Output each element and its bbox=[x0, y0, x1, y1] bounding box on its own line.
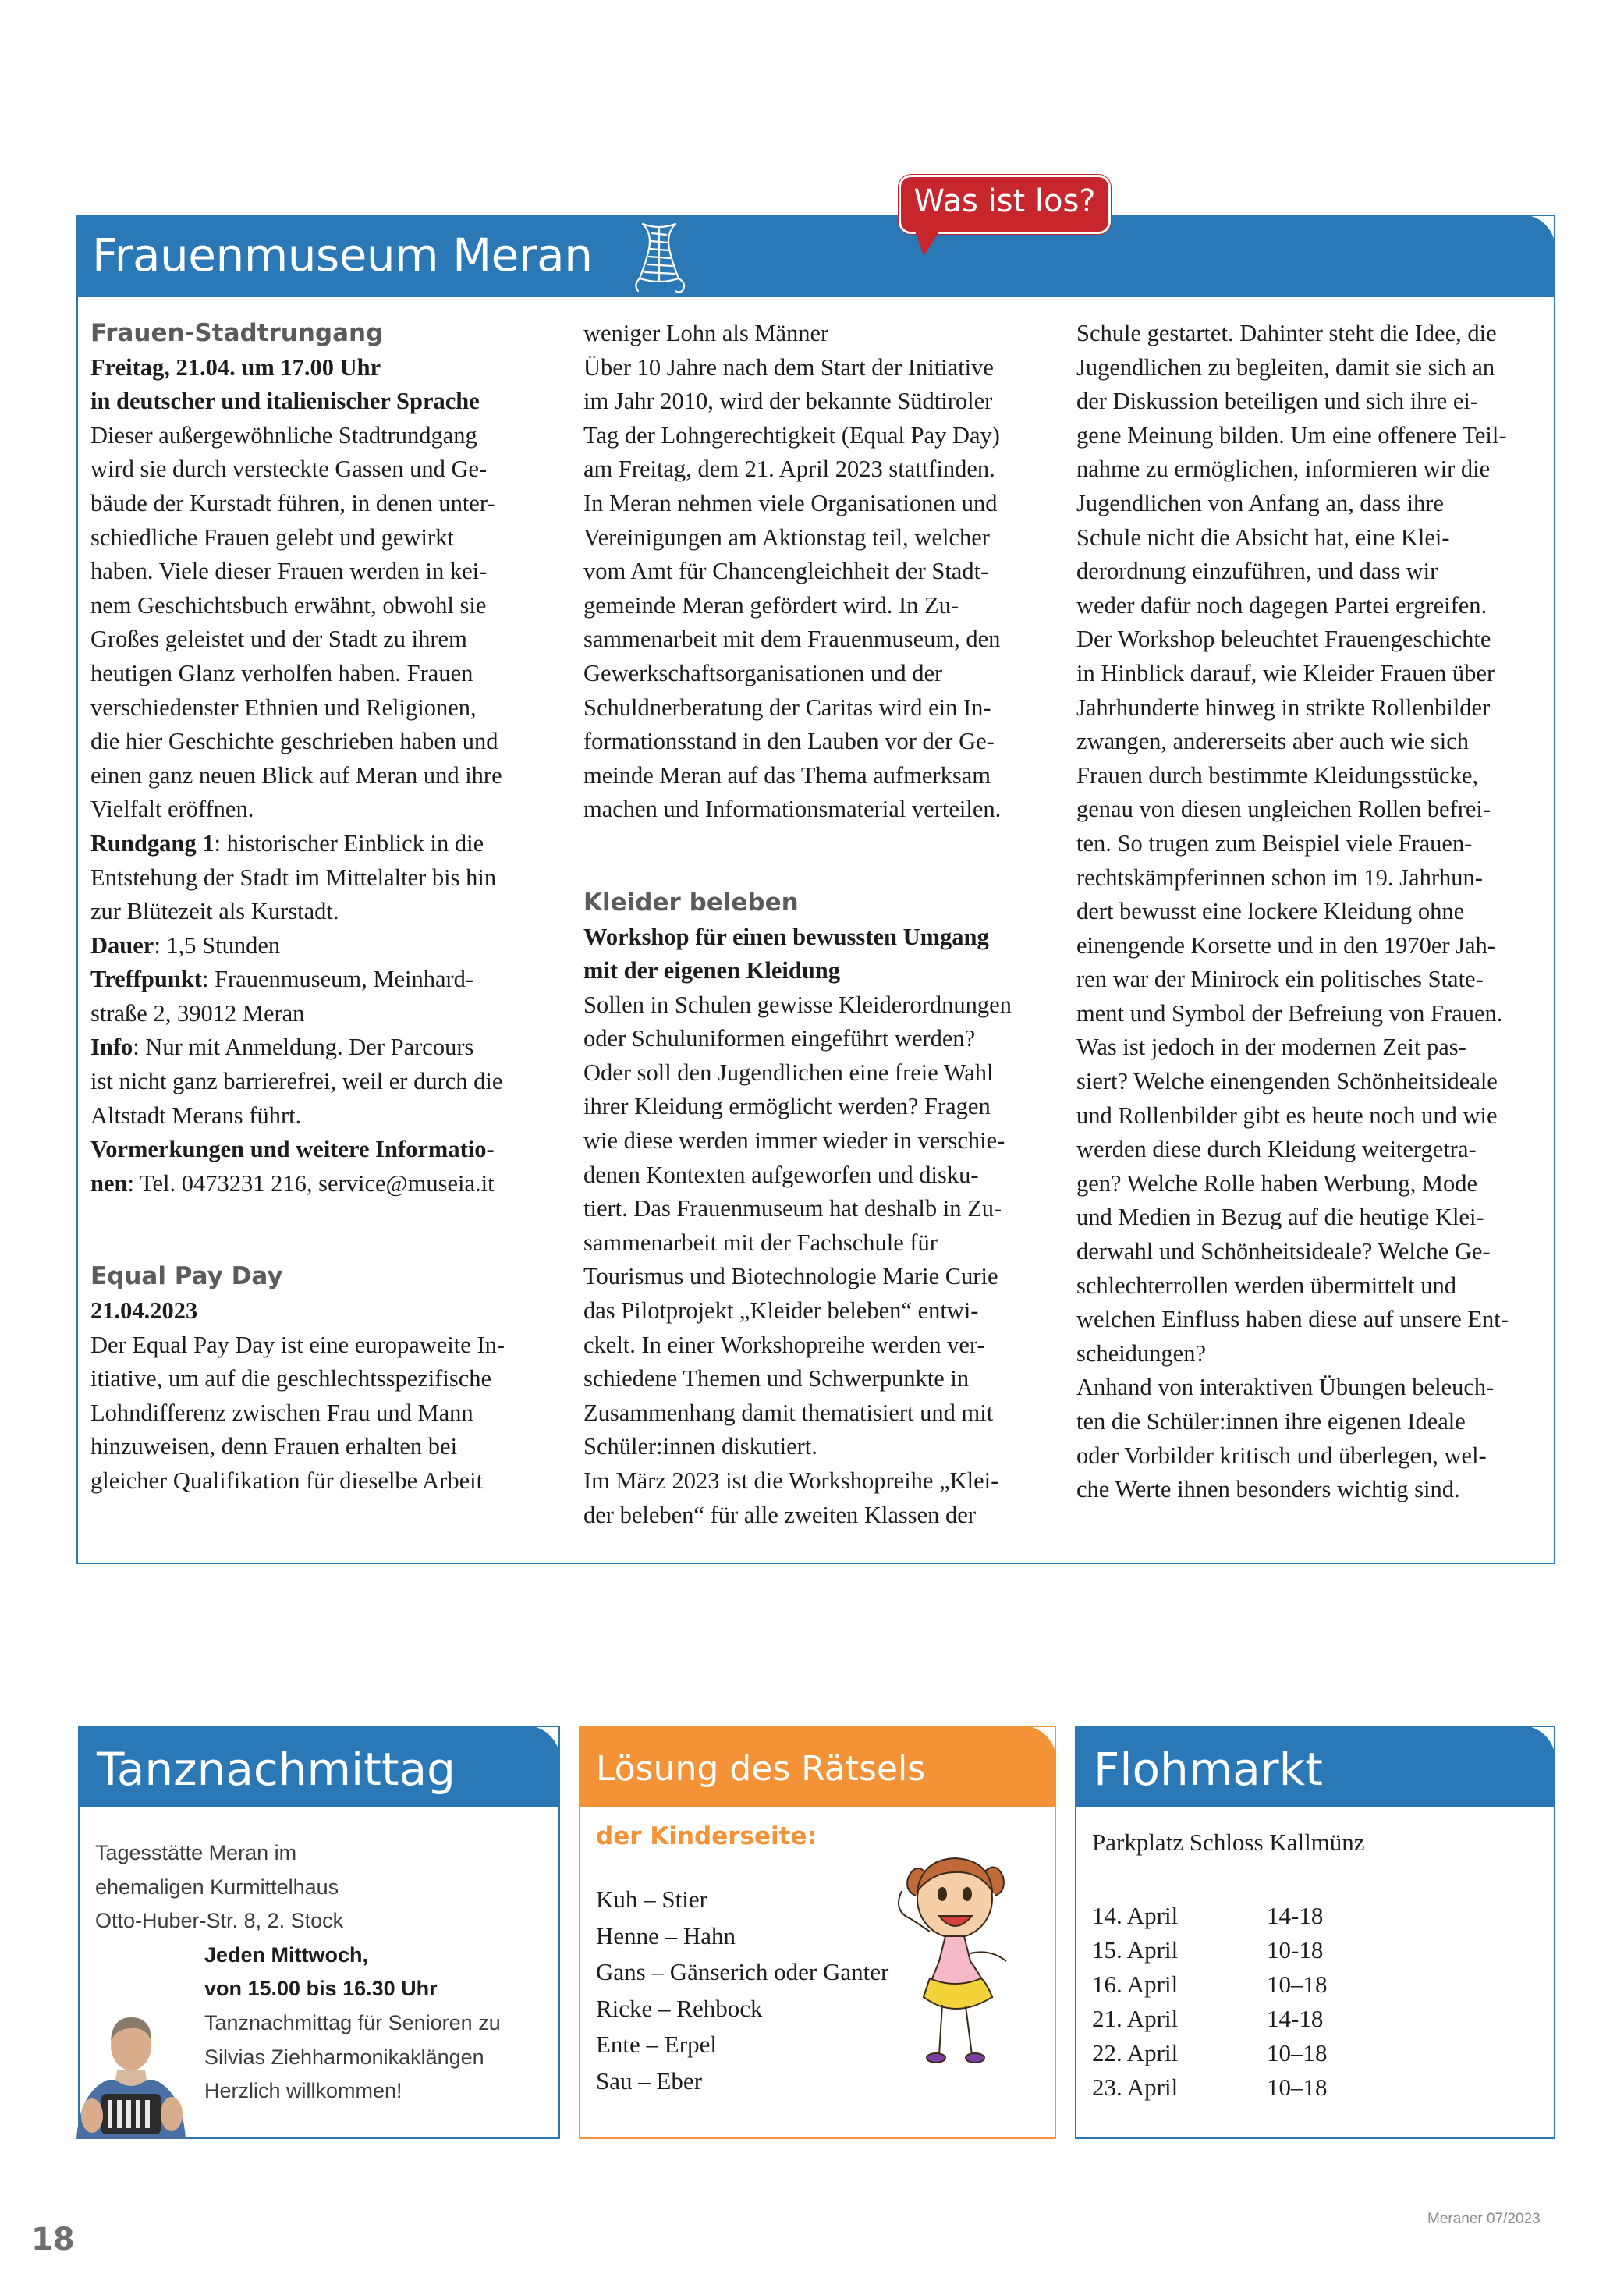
text-line: schlechterrollen werden übermittelt und bbox=[1076, 1272, 1456, 1299]
label-value: : historischer Einblick in die bbox=[214, 829, 484, 857]
text-line: schiedene Themen und Schwerpunkte in bbox=[583, 1365, 970, 1392]
section-heading: Equal Pay Day bbox=[90, 1262, 283, 1291]
text-line: Altstadt Merans führt. bbox=[90, 1101, 302, 1129]
text-line: siert? Welche einengenden Schönheitsideale bbox=[1076, 1068, 1498, 1095]
paragraph-gap bbox=[90, 1201, 505, 1260]
text-line: ren war der Minirock ein politisches State- bbox=[1076, 966, 1484, 993]
flohmarkt-time: 10–18 bbox=[1267, 2039, 1328, 2066]
flohmarkt-time: 10–18 bbox=[1267, 1971, 1328, 1998]
text-line: Anhand von interaktiven Übungen beleuch- bbox=[1076, 1374, 1495, 1401]
flohmarkt-date-row bbox=[1092, 1936, 1323, 1964]
section-heading: Kleider beleben bbox=[583, 888, 799, 917]
loesung-item: Gans – Gänserich oder Ganter bbox=[596, 1958, 889, 1985]
text-line: Zusammenhang damit thematisiert und mit bbox=[583, 1399, 994, 1426]
text-line: sammenarbeit mit dem Frauenmuseum, den bbox=[583, 626, 1001, 653]
text-line: zwangen, andererseits aber auch wie sich bbox=[1076, 728, 1470, 755]
text-line: Dieser außergewöhnliche Stadtrundgang bbox=[90, 421, 477, 449]
issue-label: Meraner 07/2023 bbox=[1427, 2211, 1541, 2227]
flohmarkt-day: 14. April bbox=[1092, 1902, 1179, 1929]
text-line: Schuldnerberatung der Caritas wird ein In- bbox=[583, 694, 991, 721]
loesung-item: Ricke – Rehbock bbox=[596, 1994, 763, 2022]
text-line bbox=[90, 963, 505, 997]
text-line: denen Kontexten aufgeworfen und disku- bbox=[583, 1161, 979, 1188]
text-line: meinde Meran auf das Thema aufmerksam bbox=[583, 761, 991, 789]
bold-line: Vormerkungen und weitere Informatio- bbox=[90, 1136, 495, 1163]
text-line: werden diese durch Kleidung weitergetra- bbox=[1076, 1136, 1477, 1163]
flohmarkt-time: 14-18 bbox=[1267, 2005, 1324, 2032]
loesung-header bbox=[579, 1726, 1056, 1807]
flohmarkt-place: Parkplatz Schloss Kallmünz bbox=[1092, 1829, 1365, 1856]
tanz-line: Herzlich willkommen! bbox=[204, 2079, 402, 2102]
article-column-2 bbox=[583, 317, 1012, 1532]
text-line: und Medien in Bezug auf die heutige Klei- bbox=[1076, 1204, 1484, 1231]
flohmarkt-day: 22. April bbox=[1092, 2039, 1179, 2066]
text-line: Schüler:innen diskutiert. bbox=[583, 1433, 817, 1460]
text-line: ten die Schüler:innen ihre eigenen Ideale bbox=[1076, 1408, 1466, 1435]
flohmarkt-date-row bbox=[1092, 2005, 1323, 2033]
text-line: machen und Informationsmaterial verteilen. bbox=[583, 796, 1002, 823]
text-line: hinzuweisen, denn Frauen erhalten bei bbox=[90, 1433, 458, 1460]
loesung-subtitle: der Kinderseite: bbox=[596, 1822, 817, 1850]
loesung-box bbox=[579, 1726, 1056, 2139]
text-line: bäude der Kurstadt führen, in denen unter- bbox=[90, 489, 495, 516]
loesung-title: Lösung des Rätsels bbox=[596, 1749, 926, 1789]
text-line: einen ganz neuen Blick auf Meran und ihre bbox=[90, 761, 502, 789]
bold-line: Freitag, 21.04. um 17.00 Uhr bbox=[90, 353, 381, 381]
text-line: Im März 2023 ist die Workshopreihe „Klei- bbox=[583, 1467, 999, 1494]
tanz-line: Silvias Ziehharmonikaklängen bbox=[204, 2045, 484, 2069]
text-line: Sollen in Schulen gewisse Kleiderordnungen bbox=[583, 991, 1012, 1018]
text-line: rechtskämpferinnen schon im 19. Jahrhun- bbox=[1076, 864, 1483, 891]
text-line: heutigen Glanz verholfen haben. Frauen bbox=[90, 659, 473, 686]
text-line: tiert. Das Frauenmuseum hat deshalb in Zu- bbox=[583, 1195, 1002, 1222]
text-line: vom Amt für Chancengleichheit der Stadt- bbox=[583, 558, 989, 585]
text-line: nem Geschichtsbuch erwähnt, obwohl sie bbox=[90, 591, 487, 619]
text-line: gleicher Qualifikation für dieselbe Arbeit bbox=[90, 1467, 484, 1494]
tanznachmittag-header bbox=[78, 1726, 560, 1807]
text-line bbox=[90, 1167, 505, 1201]
tanz-line: Otto-Huber-Str. 8, 2. Stock bbox=[95, 1909, 344, 1932]
label-term: nen bbox=[90, 1169, 128, 1197]
text-line: Der Workshop beleuchtet Frauengeschichte bbox=[1076, 626, 1491, 653]
tanz-line: Tanznachmittag für Senioren zu bbox=[204, 2011, 501, 2034]
text-line: Frauen durch bestimmte Kleidungsstücke, bbox=[1076, 761, 1479, 789]
text-line: ten. So trugen zum Beispiel viele Frauen- bbox=[1076, 829, 1473, 857]
text-line: verschiedenster Ethnien und Religionen, bbox=[90, 694, 477, 721]
text-line: wird sie durch versteckte Gassen und Ge- bbox=[90, 456, 488, 483]
label-term: Info bbox=[90, 1034, 133, 1061]
text-line: itiative, um auf die geschlechtsspezifische bbox=[90, 1365, 492, 1392]
text-line: Lohndifferenz zwischen Frau und Mann bbox=[90, 1399, 473, 1426]
text-line: Oder soll den Jugendlichen eine freie Wahl bbox=[583, 1059, 994, 1086]
text-line: gene Meinung bilden. Um eine offenere Teil- bbox=[1076, 421, 1507, 449]
article-column-1 bbox=[90, 317, 505, 1499]
label-term: Treffpunkt bbox=[90, 966, 202, 993]
text-line: Entstehung der Stadt im Mittelalter bis hin bbox=[90, 864, 497, 891]
text-line: Schule nicht die Absicht hat, eine Klei- bbox=[1076, 523, 1450, 551]
text-line: Schule gestartet. Dahinter steht die Idee, die bbox=[1076, 320, 1497, 346]
text-line: wie diese werden immer wieder in verschie- bbox=[583, 1127, 1005, 1155]
text-line: ckelt. In einer Workshopreihe werden ver- bbox=[583, 1331, 985, 1358]
tanznachmittag-box bbox=[78, 1726, 560, 2139]
cartoon-girl-illustration bbox=[885, 1844, 1017, 2066]
text-line: haben. Viele dieser Frauen werden in kei- bbox=[90, 558, 488, 585]
label-value: : Tel. 0473231 216, service@museia.it bbox=[127, 1169, 495, 1197]
text-line: weder dafür noch dagegen Partei ergreifen. bbox=[1076, 591, 1487, 619]
label-value: : Nur mit Anmeldung. Der Parcours bbox=[133, 1034, 474, 1061]
flohmarkt-title: Flohmarkt bbox=[1094, 1743, 1323, 1796]
flohmarkt-box bbox=[1075, 1726, 1555, 2139]
text-line: Was ist jedoch in der modernen Zeit pas- bbox=[1076, 1034, 1466, 1061]
text-line: Gewerkschaftsorganisationen und der bbox=[583, 659, 943, 686]
text-line: weniger Lohn als Männer bbox=[583, 320, 829, 346]
text-line: am Freitag, dem 21. April 2023 stattfinden. bbox=[583, 456, 995, 483]
text-line: Tag der Lohngerechtigkeit (Equal Pay Day) bbox=[583, 421, 1000, 449]
flohmarkt-time: 10–18 bbox=[1267, 2073, 1328, 2101]
tanznachmittag-title: Tanznachmittag bbox=[97, 1743, 456, 1796]
paragraph-gap bbox=[583, 827, 1012, 886]
flohmarkt-date-row bbox=[1092, 2039, 1328, 2067]
flohmarkt-date-row bbox=[1092, 2073, 1328, 2102]
text-line: Großes geleistet und der Stadt zu ihrem bbox=[90, 626, 467, 653]
text-line: einengende Korsette und in den 1970er Jah- bbox=[1076, 931, 1495, 959]
text-line: derordnung einzuführen, und dass wir bbox=[1076, 558, 1438, 585]
tanz-line: Tagesstätte Meran im bbox=[95, 1841, 297, 1864]
text-line: derwahl und Schönheitsideale? Welche Ge- bbox=[1076, 1238, 1491, 1265]
text-line: nahme zu ermöglichen, informieren wir die bbox=[1076, 456, 1491, 483]
text-line: oder Vorbilder kritisch und überlegen, wel- bbox=[1076, 1442, 1487, 1469]
flohmarkt-time: 10-18 bbox=[1267, 1936, 1324, 1964]
text-line: In Meran nehmen viele Organisationen und bbox=[583, 489, 998, 516]
flohmarkt-day: 16. April bbox=[1092, 1971, 1179, 1998]
flohmarkt-day: 15. April bbox=[1092, 1936, 1179, 1964]
page-number: 18 bbox=[31, 2222, 75, 2258]
text-line: Über 10 Jahre nach dem Start der Initiative bbox=[583, 353, 994, 381]
loesung-item: Ente – Erpel bbox=[596, 2031, 717, 2058]
text-line: scheidungen? bbox=[1076, 1339, 1206, 1367]
text-line: Jugendlichen von Anfang an, dass ihre bbox=[1076, 489, 1444, 516]
bold-line: Workshop für einen bewussten Umgang bbox=[583, 923, 989, 950]
frauenmuseum-header bbox=[76, 215, 1555, 297]
text-line: Vereinigungen am Aktionstag teil, welcher bbox=[583, 523, 990, 551]
text-line: gemeinde Meran gefördert wird. In Zu- bbox=[583, 591, 959, 619]
flohmarkt-date-row bbox=[1092, 1971, 1328, 1999]
flohmarkt-date-row bbox=[1092, 1902, 1323, 1930]
text-line: der beleben“ für alle zweiten Klassen der bbox=[583, 1501, 976, 1528]
corset-icon bbox=[629, 218, 694, 296]
flohmarkt-day: 23. April bbox=[1092, 2073, 1179, 2101]
text-line bbox=[90, 827, 505, 861]
loesung-item: Sau – Eber bbox=[596, 2066, 703, 2095]
text-line: Tourismus und Biotechnologie Marie Curie bbox=[583, 1263, 998, 1290]
text-line: Jahrhunderte hinweg in strikte Rollenbilder bbox=[1076, 694, 1491, 721]
text-line: che Werte ihnen besonders wichtig sind. bbox=[1076, 1476, 1460, 1503]
text-line: ihrer Kleidung ermöglicht werden? Fragen bbox=[583, 1093, 991, 1120]
text-line bbox=[90, 1031, 505, 1065]
bold-line: mit der eigenen Kleidung bbox=[583, 957, 841, 984]
frauenmuseum-title: Frauenmuseum Meran bbox=[92, 229, 593, 282]
text-line: dert bewusst eine lockere Kleidung ohne bbox=[1076, 898, 1465, 925]
text-line: gen? Welche Rolle haben Werbung, Mode bbox=[1076, 1169, 1478, 1197]
text-line: der Diskussion beteiligen und sich ihre ei- bbox=[1076, 388, 1479, 415]
text-line: welchen Einfluss haben diese auf unsere Ent- bbox=[1076, 1306, 1509, 1333]
bold-line: in deutscher und italienischer Sprache bbox=[90, 388, 480, 415]
section-heading: Frauen-Stadtrungang bbox=[90, 319, 384, 347]
flohmarkt-time: 14-18 bbox=[1267, 1902, 1324, 1929]
label-value: : 1,5 Stunden bbox=[154, 931, 281, 959]
text-line: Der Equal Pay Day ist eine europaweite In- bbox=[90, 1331, 505, 1358]
label-term: Rundgang 1 bbox=[90, 829, 215, 857]
text-line: schiedliche Frauen gelebt und gewirkt bbox=[90, 523, 454, 551]
text-line: in Hinblick darauf, wie Kleider Frauen über bbox=[1076, 659, 1495, 686]
bold-line: 21.04.2023 bbox=[90, 1297, 198, 1325]
text-line: ment und Symbol der Befreiung von Frauen. bbox=[1076, 999, 1503, 1027]
text-line: sammenarbeit mit der Fachschule für bbox=[583, 1229, 938, 1256]
text-line: die hier Geschichte geschrieben haben und bbox=[90, 728, 498, 755]
text-line bbox=[90, 929, 505, 963]
text-line: im Jahr 2010, wird der bekannte Südtiroler bbox=[583, 388, 993, 415]
label-term: Dauer bbox=[90, 931, 154, 959]
accordion-player-photo bbox=[61, 1983, 201, 2139]
text-line: ist nicht ganz barrierefrei, weil er durch die bbox=[90, 1068, 503, 1095]
tanz-line: ehemaligen Kurmittelhaus bbox=[95, 1875, 339, 1899]
tanz-bold-line: von 15.00 bis 16.30 Uhr bbox=[204, 1977, 438, 2000]
text-line: formationsstand in den Lauben vor der Ge- bbox=[583, 728, 995, 755]
text-line: zur Blütezeit als Kurstadt. bbox=[90, 898, 339, 925]
label-value: : Frauenmuseum, Meinhard- bbox=[201, 966, 474, 993]
flohmarkt-header bbox=[1075, 1726, 1555, 1807]
loesung-item: Henne – Hahn bbox=[596, 1921, 736, 1949]
flohmarkt-day: 21. April bbox=[1092, 2005, 1179, 2032]
loesung-list bbox=[596, 1882, 888, 2099]
tanz-bold-line: Jeden Mittwoch, bbox=[204, 1943, 369, 1967]
text-line: oder Schuluniformen eingeführt werden? bbox=[583, 1025, 976, 1052]
bubble-text: Was ist los? bbox=[913, 183, 1096, 219]
bubble-tail bbox=[913, 225, 944, 256]
text-line: genau von diesen ungleichen Rollen befrei- bbox=[1076, 796, 1491, 823]
article-column-3 bbox=[1076, 317, 1509, 1507]
text-line: straße 2, 39012 Meran bbox=[90, 999, 305, 1027]
text-line: Jugendlichen zu begleiten, damit sie sich an bbox=[1076, 353, 1495, 381]
loesung-item: Kuh – Stier bbox=[596, 1885, 707, 1913]
text-line: und Rollenbilder gibt es heute noch und wie bbox=[1076, 1101, 1498, 1129]
text-line: das Pilotprojekt „Kleider beleben“ entwi- bbox=[583, 1297, 979, 1325]
text-line: Vielfalt eröffnen. bbox=[90, 796, 254, 823]
